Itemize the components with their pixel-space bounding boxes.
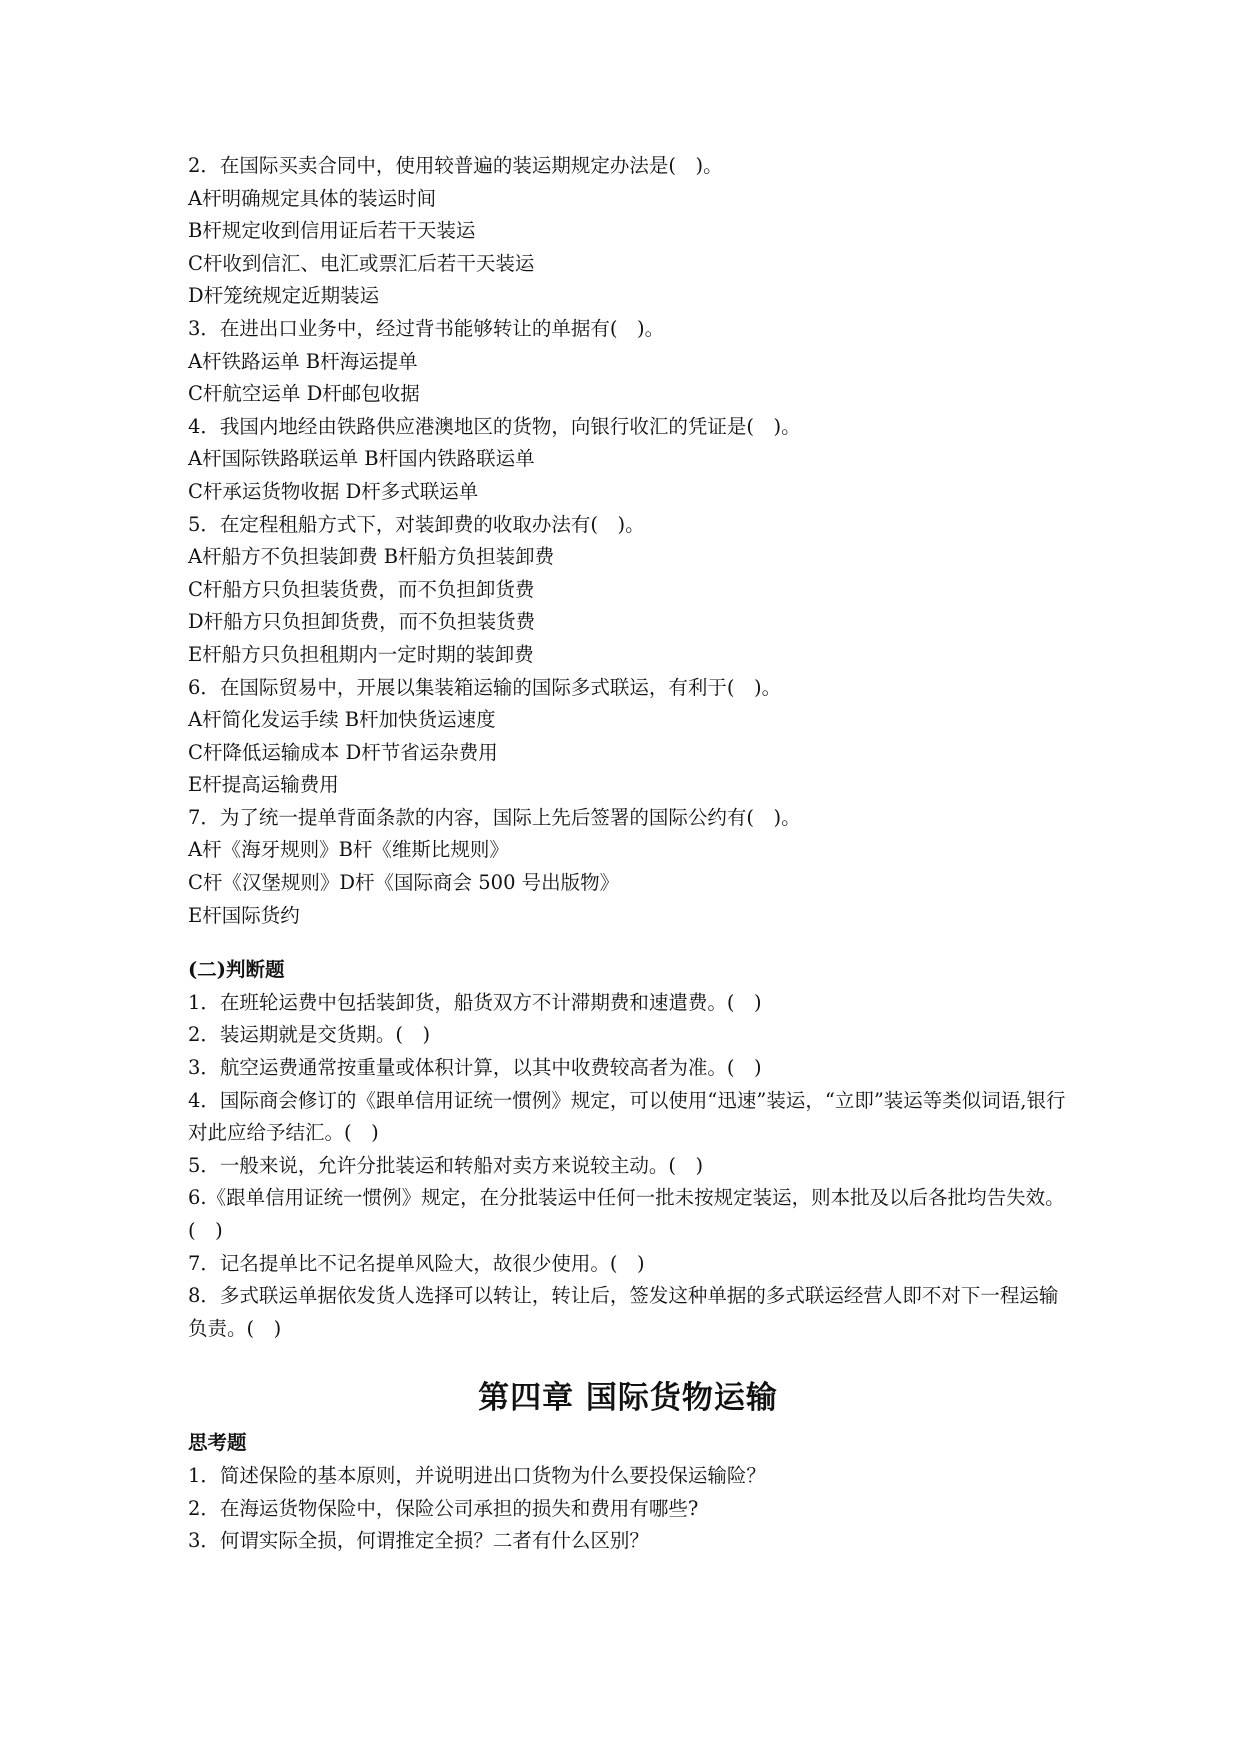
option: C杆船方只负担装货费，而不负担卸货费 — [188, 577, 535, 601]
option: E杆提高运输费用 — [188, 773, 339, 797]
option: C杆航空运单 D杆邮包收据 — [188, 382, 420, 406]
option: A杆明确规定具体的装运时间 — [188, 186, 437, 210]
option: A杆铁路运单 B杆海运提单 — [188, 349, 418, 373]
option: D杆笼统规定近期装运 — [188, 284, 380, 308]
option: E杆国际货约 — [188, 903, 300, 927]
option: C杆承运货物收据 D杆多式联运单 — [188, 479, 479, 503]
option: A杆简化发运手续 B杆加快货运速度 — [188, 708, 496, 732]
option: A杆国际铁路联运单 B杆国内铁路联运单 — [188, 447, 535, 471]
option: C杆收到信汇、电汇或票汇后若干天装运 — [188, 251, 535, 275]
option: A杆船方不负担装卸费 B杆船方负担装卸费 — [188, 545, 555, 569]
question-stem: 2．在国际买卖合同中，使用较普遍的装运期规定办法是( )。 — [188, 154, 723, 177]
true-false-item: 2．装运期就是交货期。( ) — [188, 1023, 431, 1047]
option: E杆船方只负担租期内一定时期的装卸费 — [188, 642, 534, 666]
true-false-item: 1．在班轮运费中包括装卸货，船货双方不计滞期费和速遣费。( ) — [188, 990, 762, 1014]
true-false-item: 3．航空运费通常按重量或体积计算，以其中收费较高者为准。( ) — [188, 1056, 762, 1080]
question-stem: 5．在定程租船方式下，对装卸费的收取办法有( )。 — [188, 512, 645, 536]
true-false-item: 8．多式联运单据依发货人选择可以转让，转让后，签发这种单据的多式联运经营人即不对下一程运输负责。( ) — [188, 1284, 1059, 1340]
option: B杆规定收到信用证后若干天装运 — [188, 219, 476, 243]
question-stem: 6．在国际贸易中，开展以集装箱运输的国际多式联运，有利于( )。 — [188, 675, 782, 699]
true-false-item: 6.《跟单信用证统一惯例》规定，在分批装运中任何一批未按规定装运，则本批及以后各批均告失效。( ) — [188, 1186, 1065, 1242]
chapter-title: 第四章 国际货物运输 — [478, 1380, 778, 1417]
true-false-item: 7．记名提单比不记名提单风险大，故很少使用。( ) — [188, 1251, 645, 1275]
section-heading: 思考题 — [188, 1431, 247, 1455]
option: A杆《海牙规则》B杆《维斯比规则》 — [188, 838, 509, 862]
document-page — [188, 150, 1068, 1558]
review-question: 2．在海运货物保险中，保险公司承担的损失和费用有哪些? — [188, 1496, 699, 1520]
option: C杆《汉堡规则》D杆《国际商会 500 号出版物》 — [188, 871, 620, 895]
true-false-item: 5．一般来说，允许分批装运和转船对卖方来说较主动。( ) — [188, 1153, 704, 1177]
true-false-item: 4．国际商会修订的《跟单信用证统一惯例》规定，可以使用“迅速”装运，“立即”装运等类似词语,银行对此应给予结汇。( ) — [188, 1088, 1066, 1145]
question-stem: 7．为了统一提单背面条款的内容，国际上先后签署的国际公约有( )。 — [188, 805, 801, 829]
question-stem: 4．我国内地经由铁路供应港澳地区的货物，向银行收汇的凭证是( )。 — [188, 414, 801, 438]
question-stem: 3．在进出口业务中，经过背书能够转让的单据有( )。 — [188, 316, 665, 340]
option: C杆降低运输成本 D杆节省运杂费用 — [188, 740, 498, 764]
review-question: 1．简述保险的基本原则，并说明进出口货物为什么要投保运输险？ — [188, 1463, 766, 1487]
review-question: 3．何谓实际全损，何谓推定全损？二者有什么区别？ — [188, 1529, 649, 1553]
option: D杆船方只负担卸货费，而不负担装货费 — [188, 610, 536, 634]
section-heading: (二)判断题 — [188, 958, 285, 982]
